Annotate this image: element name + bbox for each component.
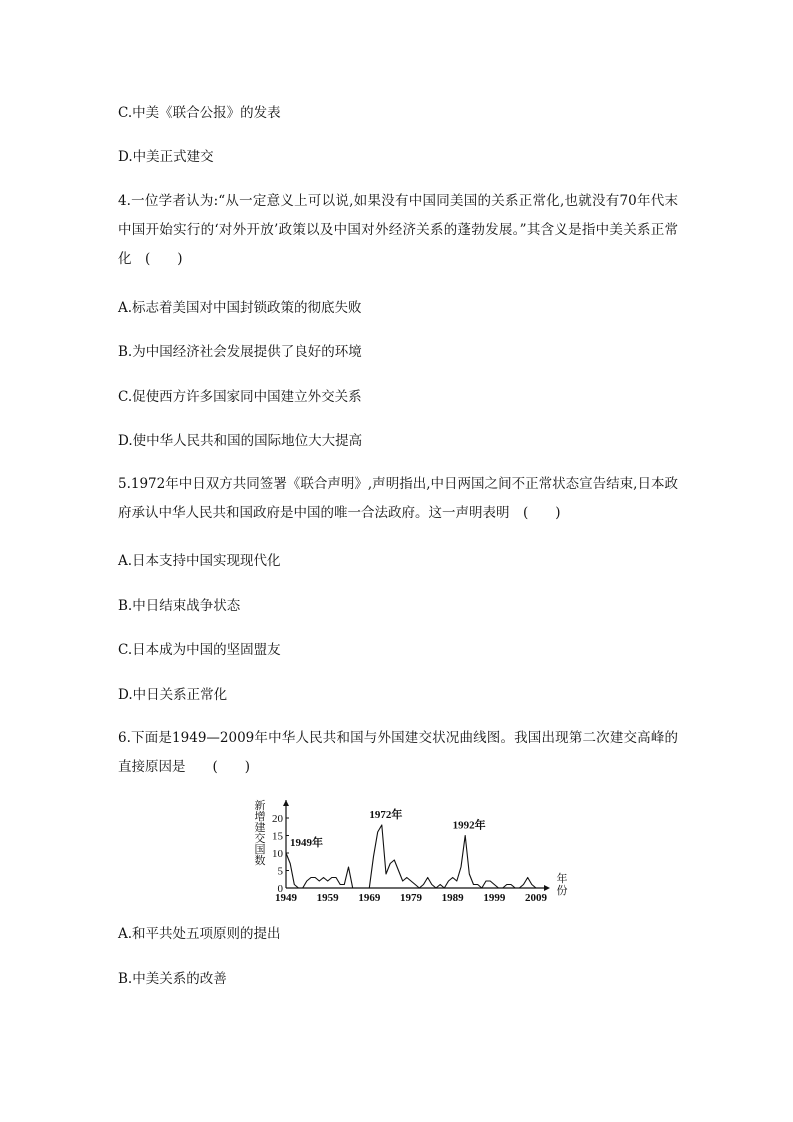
option-5c: C.日本成为中国的坚固盟友	[118, 642, 281, 658]
x-tick-label: 1969	[358, 892, 381, 904]
y-tick-label: 5	[277, 865, 283, 878]
x-tick-label: 2009	[525, 892, 547, 904]
option-5d: D.中日关系正常化	[118, 687, 228, 703]
option-4d: D.使中华人民共和国的国际地位大大提高	[118, 433, 363, 449]
y-axis-label	[255, 799, 266, 867]
diplomatic-relations-chart	[246, 800, 568, 905]
series-group	[286, 825, 536, 888]
y-tick-label: 20	[272, 813, 283, 825]
option-6a: A.和平共处五项原则的提出	[118, 926, 281, 942]
x-tick-label: 1949	[275, 892, 297, 904]
y-axis-label-char: 交	[254, 833, 266, 845]
question-5-stem: 5.1972年中日双方共同签署《联合声明》,声明指出,中日两国之间不正常状态宣告结束,日本政府承认中华人民共和国政府是中国的唯一合法政府。这一声明表明 ( )	[118, 476, 678, 521]
annotation-label: 1949年	[290, 837, 323, 849]
y-tick-label: 15	[272, 830, 283, 843]
question-4-stem: 4.一位学者认为:“从一定意义上可以说,如果没有中国同美国的关系正常化,也就没有70年代末中国开始实行的‘对外开放’政策以及中国对外经济关系的蓬勃发展。”其含义是指中美关系正常化 ( )	[118, 193, 678, 267]
x-tick-label: 1959	[316, 892, 339, 904]
annotation-label: 1972年	[369, 809, 403, 821]
x-axis-label	[557, 871, 568, 897]
y-axis-label-char: 数	[254, 855, 266, 867]
option-5b: B.中日结束战争状态	[118, 598, 241, 614]
annotations-group	[290, 807, 486, 849]
y-tick-label: 0	[277, 883, 283, 895]
x-tick-label: 1979	[400, 892, 422, 904]
x-axis-arrow	[544, 885, 550, 891]
x-tick-label: 1989	[441, 892, 464, 904]
x-tick-label: 1999	[483, 892, 506, 904]
x-axis-label-char: 份	[556, 885, 568, 897]
y-axis-label-char: 增	[254, 811, 266, 823]
option-3d: D.中美正式建交	[118, 149, 214, 165]
y-axis-label-char: 国	[254, 844, 266, 856]
annotation-label: 1992年	[452, 819, 486, 832]
y-tick-label: 10	[272, 848, 283, 860]
option-4c: C.促使西方许多国家同中国建立外交关系	[118, 389, 362, 405]
option-6b: B.中美关系的改善	[118, 971, 227, 987]
x-tick-labels	[275, 892, 548, 904]
y-axis-label-char: 建	[254, 822, 266, 834]
y-axis-label-char: 新	[254, 800, 266, 812]
series-line	[286, 825, 536, 888]
option-4a: A.标志着美国对中国封锁政策的彻底失败	[118, 300, 362, 316]
option-3c: C.中美《联合公报》的发表	[118, 105, 281, 121]
y-axis-arrow	[283, 800, 289, 806]
question-6-stem: 6.下面是1949—2009年中华人民共和国与外国建交状况曲线图。我国出现第二次建交高峰的直接原因是 ( )	[118, 730, 678, 775]
option-4b: B.为中国经济社会发展提供了良好的环境	[118, 344, 362, 360]
option-5a: A.日本支持中国实现现代化	[118, 553, 281, 569]
x-axis-label-char: 年	[556, 873, 568, 885]
